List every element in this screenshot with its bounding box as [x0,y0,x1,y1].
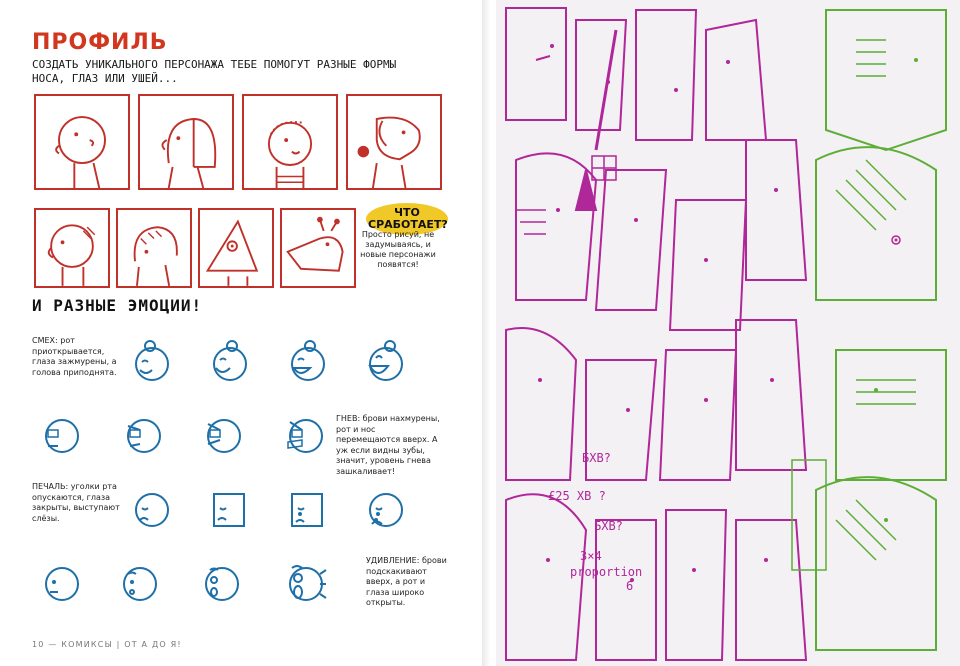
laugh-description: СМЕХ: рот приоткрывается, глаза зажмурены, а голова приподнята. [32,336,117,377]
green-eyes [874,58,918,522]
profile-box-2 [138,94,234,190]
profile-box-8 [280,208,356,288]
laugh-face-1 [128,338,174,386]
profile-box-6 [116,208,192,288]
profile-box-7 [198,208,274,288]
sad-face-2 [206,486,252,534]
scribble-six: 6 [626,579,634,593]
anger-face-4 [282,412,328,460]
profile-doodles-illustration [496,0,960,666]
page-subtitle: СОЗДАТЬ УНИКАЛЬНОГО ПЕРСОНАЖА ТЕБЕ ПОМОГУТ РАЗНЫЕ ФОРМЫ НОСА, ГЛАЗ ИЛИ УШЕЙ... [32,58,397,85]
profile-girl-drawing [118,210,190,286]
laugh-face-4 [362,338,408,386]
sad-description: ПЕЧАЛЬ: уголки рта опускаются, глаза закрыты, выступают слёзы. [32,482,120,523]
scribble-math: 3×4 [580,549,602,563]
anger-face-1 [38,412,84,460]
surprise-face-4 [282,560,328,608]
tip-callout-text: Просто рисуй, не задумываясь, и новые персонажи появятся! [360,230,436,269]
sketch-scribble-text [548,451,642,593]
page-footer: 10 — КОМИКСЫ | ОТ А ДО Я! [32,640,182,649]
profile-triangle-face-drawing [200,210,272,286]
profile-box-5 [34,208,110,288]
surprise-face-2 [116,560,162,608]
scribble-e25: £25 ХВ ? [548,489,606,503]
book-gutter [482,0,496,666]
sad-face-4 [362,486,408,534]
profile-box-1 [34,94,130,190]
magenta-profiles [506,8,806,660]
anger-face-3 [200,412,246,460]
profile-bald-man-drawing [36,96,128,188]
surprise-face-3 [198,560,244,608]
tip-callout-title: ЧТО СРАБОТАЕТ? [366,203,448,235]
anger-face-2 [120,412,166,460]
profile-bob-hair-drawing [140,96,232,188]
sad-face-3 [284,486,330,534]
surprise-face-1 [38,560,84,608]
anger-description: ГНЕВ: брови нахмурены, рот и нос перемещаются вверх. А уж если видны зубы, значит, уровень гнева зашкаливает! [336,414,440,476]
profile-curly-kid-drawing [244,96,336,188]
scribble-bxb-2: БХВ? [594,519,623,533]
emotions-heading: И РАЗНЫЕ ЭМОЦИИ! [32,296,203,315]
sad-face-1 [128,486,174,534]
profile-bird-creature-drawing [282,210,354,286]
right-page-sketchbook [496,0,960,666]
surprise-description: УДИВЛЕНИЕ: брови подскакивают вверх, а рот и глаза широко открыты. [366,556,447,607]
profile-box-3 [242,94,338,190]
laugh-face-2 [206,338,252,386]
profile-box-4 [346,94,442,190]
green-profiles [792,10,946,650]
page-title: ПРОФИЛЬ [32,30,168,55]
profile-chubby-man-drawing [36,210,108,286]
laugh-face-3 [284,338,330,386]
scribble-proportion: proportion [570,565,643,579]
scribble-bxb-1: БХВ? [582,451,611,465]
profile-dog-drawing [348,96,440,188]
